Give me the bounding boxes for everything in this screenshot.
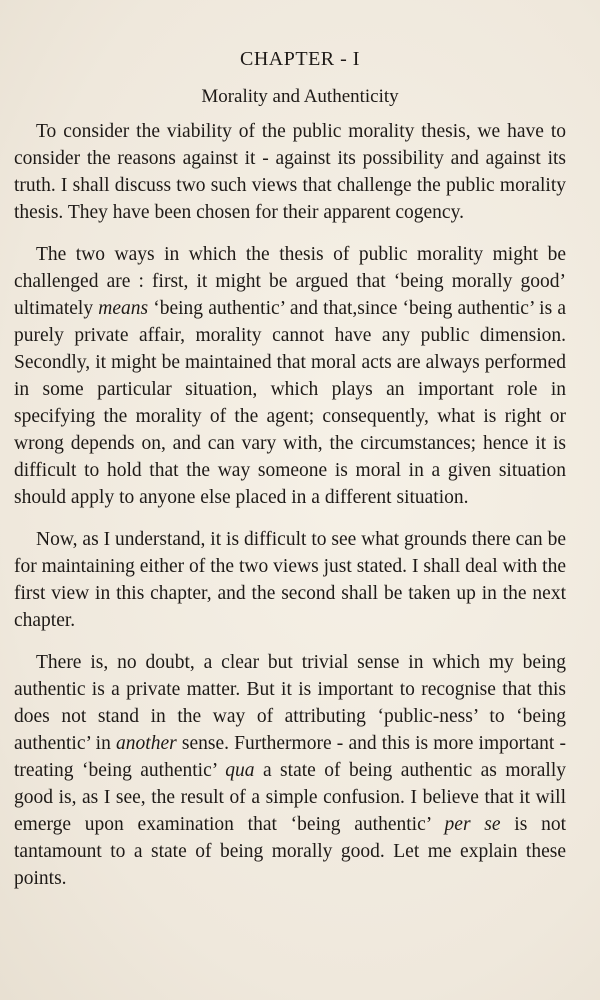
italic-text: another [116, 733, 177, 754]
chapter-heading: CHAPTER - I [240, 48, 360, 70]
text-segment: sense. Furthermore - and this is more important - treating ‘being authentic’ [14, 733, 567, 781]
text-segment: Now, as I understand, it is difficult to see what grounds there can be for maintaining either of the two views just stated. I shall deal with the first view in this chapter, and the second shall be taken up in the next chapter. [14, 529, 566, 631]
italic-text: qua [225, 760, 255, 781]
text-segment: To consider the viability of the public morality thesis, we have to consider the reasons against it - against its possibility and against its truth. I shall discuss two such views that challenge the public morality thesis. They have been chosen for their apparent cogency. [14, 121, 566, 223]
body-text [14, 118, 566, 892]
text-segment: is not tantamount to a state of being morally good. Let me explain these points. [14, 814, 566, 889]
text-segment: The two ways in which the thesis of public morality might be challenged are : first, it might be argued that ‘being morally good’ ultimately [14, 244, 566, 319]
chapter-subtitle: Morality and Authenticity [201, 86, 399, 107]
paragraph-2 [14, 241, 566, 511]
italic-text: means [98, 298, 149, 319]
text-segment: ‘being authentic’ and that,since ‘being authentic’ is a purely private affair, morality cannot have any public dimension. Secondly, it might be maintained that moral acts are always performed in some particular situation, which plays an important role in specifying the morality of the agent; consequently, what is right or wrong depends on, and can vary with, the circumstances; hence it is difficult to hold that the way someone is moral in a given situation should apply to anyone else placed in a different situation. [14, 298, 566, 508]
text-segment: a state of being authentic as morally good is, as I see, the result of a simple confusion. I believe that it will emerge upon examination that ‘being authentic’ [14, 760, 566, 835]
italic-text: per se [444, 814, 501, 835]
paragraph-3 [14, 526, 566, 634]
paragraph-4 [14, 649, 566, 892]
paragraph-1 [14, 118, 566, 226]
text-segment: There is, no doubt, a clear but trivial sense in which my being authentic is a private matter. But it is important to recognise that this does not stand in the way of attributing ‘public-ness’ to ‘being authentic’ in [14, 652, 566, 754]
